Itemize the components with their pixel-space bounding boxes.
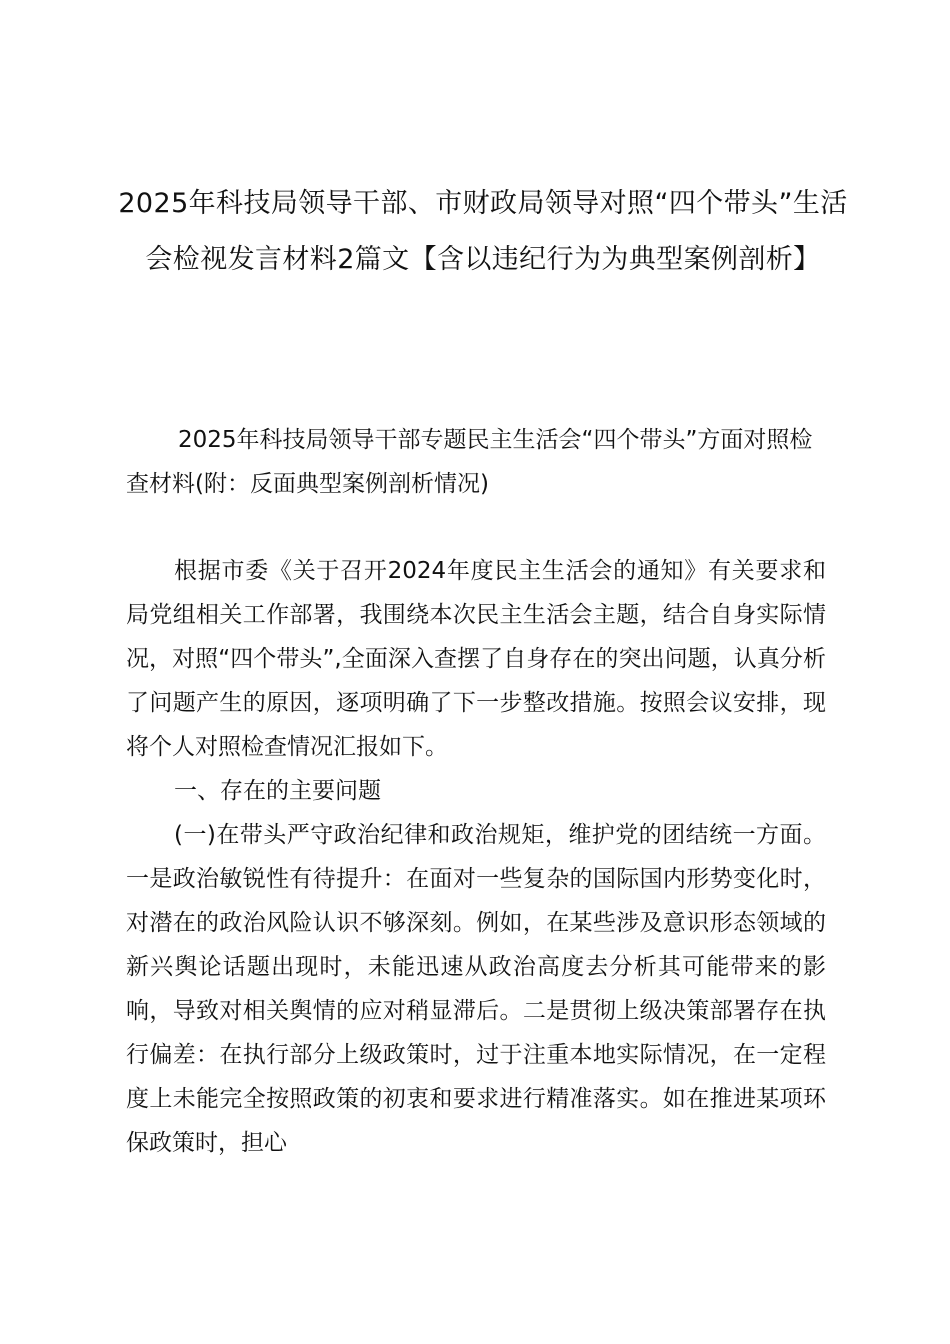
document-body	[126, 549, 826, 1165]
document-subtitle: 2025年科技局领导干部专题民主生活会“四个带头”方面对照检查材料(附：反面典型案例剖析情况)	[126, 427, 813, 497]
document-title: 2025年科技局领导干部、市财政局领导对照“四个带头”生活会检视发言材料2篇文【含以违纪行为为典型案例剖析】	[118, 188, 848, 275]
intro-paragraph: 根据市委《关于召开2024年度民主生活会的通知》有关要求和局党组相关工作部署，我围绕本次民主生活会主题，结合自身实际情况，对照“四个带头”,全面深入查摆了自身存在的突出问题，认真分析了问题产生的原因，逐项明确了下一步整改措施。按照会议安排，现将个人对照检查情况汇报如下。	[126, 558, 826, 760]
section-paragraph: (一)在带头严守政治纪律和政治规矩，维护党的团结统一方面。一是政治敏锐性有待提升：在面对一些复杂的国际国内形势变化时，对潜在的政治风险认识不够深刻。例如，在某些涉及意识形态领域的新兴舆论话题出现时，未能迅速从政治高度去分析其可能带来的影响，导致对相关舆情的应对稍显滞后。二是贯彻上级决策部署存在执行偏差：在执行部分上级政策时，过于注重本地实际情况，在一定程度上未能完全按照政策的初衷和要求进行精准落实。如在推进某项环保政策时，担心	[126, 822, 826, 1156]
section-heading: 一、存在的主要问题	[174, 778, 381, 804]
